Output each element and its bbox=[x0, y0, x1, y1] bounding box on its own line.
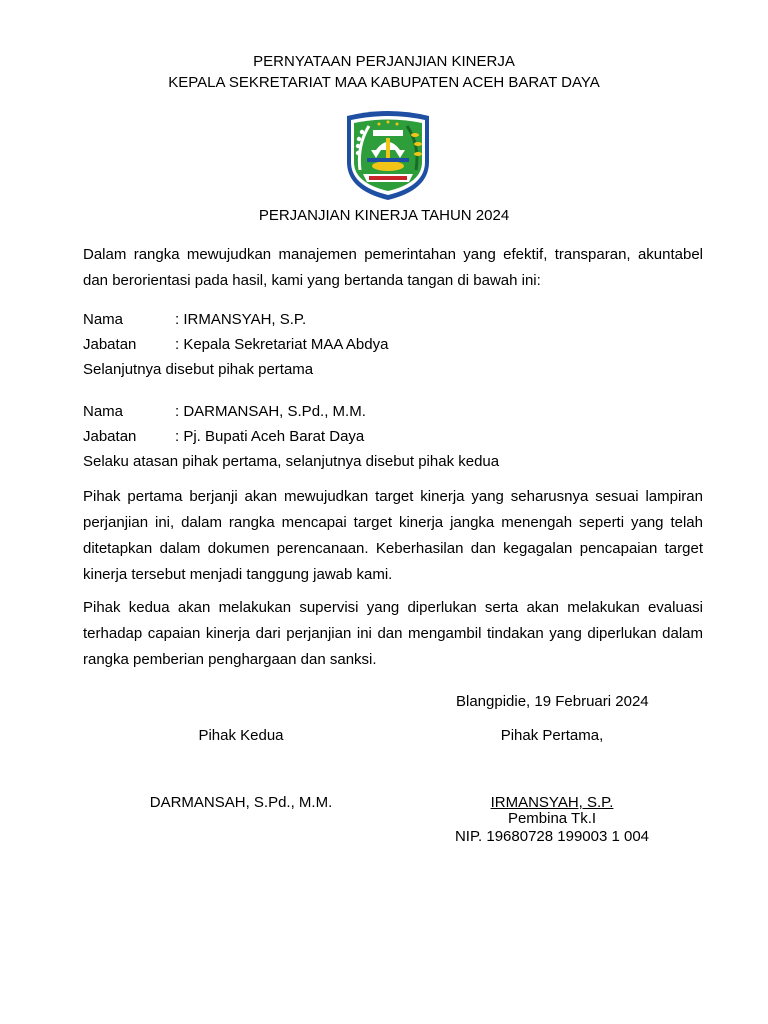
commitment-paragraph: Pihak pertama berjanji akan mewujudkan target kinerja yang seharusnya sesuai lampiran perjanjian ini, dalam rangka mencapai target kinerja jangka menengah seperti yang telah ditetapkan dalam dokumen perencanaan. Keberhasilan dan kegagalan pencapaian target kinerja tersebut menjadi tanggung jawab kami. bbox=[83, 488, 703, 583]
header-title-line1: PERNYATAAN PERJANJIAN KINERJA bbox=[253, 53, 515, 70]
header-title-line2: KEPALA SEKRETARIAT MAA KABUPATEN ACEH BARAT DAYA bbox=[168, 74, 600, 91]
party2-name-label: Nama bbox=[83, 403, 124, 420]
signature-left-name: DARMANSAH, S.Pd., M.M. bbox=[149, 794, 333, 811]
party1-name-label: Nama bbox=[83, 311, 124, 328]
signature-right-rank: Pembina Tk.I bbox=[507, 810, 597, 827]
supervision-paragraph: Pihak kedua akan melakukan supervisi yang diperlukan serta akan melakukan evaluasi terhadap capaian kinerja dari perjanjian ini dan mengambil tindakan yang diperlukan dalam rangka pemberian penghargaan dan sanksi. bbox=[83, 599, 703, 668]
intro-paragraph: Dalam rangka mewujudkan manajemen pemerintahan yang efektif, transparan, akuntabel dan berorientasi pada hasil, kami yang bertanda tangan di bawah ini: bbox=[83, 246, 703, 289]
signature-right-nip: NIP. 19680728 199003 1 004 bbox=[454, 828, 650, 845]
place-date: Blangpidie, 19 Februari 2024 bbox=[456, 693, 649, 710]
party1-note: Selanjutnya disebut pihak pertama bbox=[83, 361, 314, 378]
party2-position-value: : Pj. Bupati Aceh Barat Daya bbox=[175, 428, 365, 445]
party1-name-value: : IRMANSYAH, S.P. bbox=[175, 311, 307, 328]
regency-emblem-icon bbox=[343, 110, 433, 202]
agreement-subtitle: PERJANJIAN KINERJA TAHUN 2024 bbox=[258, 207, 510, 224]
party2-position-label: Jabatan bbox=[83, 428, 137, 445]
signature-right-role: Pihak Pertama, bbox=[500, 727, 604, 744]
party2-name-value: : DARMANSAH, S.Pd., M.M. bbox=[175, 403, 366, 420]
signature-right-name: IRMANSYAH, S.P. bbox=[490, 794, 614, 811]
party2-note: Selaku atasan pihak pertama, selanjutnya disebut pihak kedua bbox=[83, 453, 500, 470]
party1-position-label: Jabatan bbox=[83, 336, 137, 353]
party1-position-value: : Kepala Sekretariat MAA Abdya bbox=[175, 336, 389, 353]
signature-left-role: Pihak Kedua bbox=[198, 727, 284, 744]
